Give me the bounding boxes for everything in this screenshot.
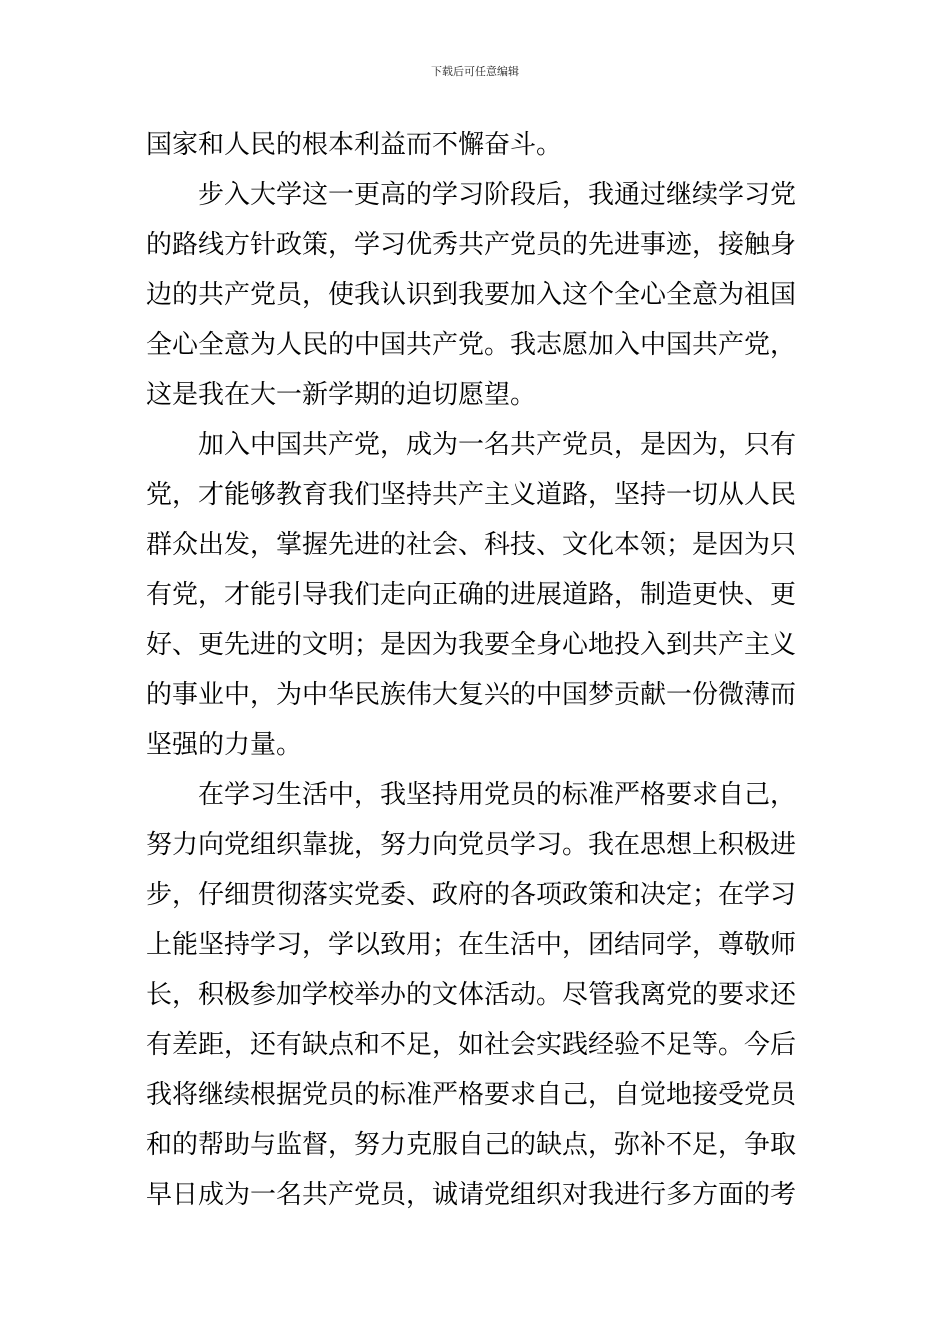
text-line: 群众出发，掌握先进的社会、科技、文化本领；是因为只 xyxy=(146,530,797,560)
text-line: 好、更先进的文明；是因为我要全身心地投入到共产主义 xyxy=(146,630,797,660)
text-line: 党，才能够教育我们坚持共产主义道路，坚持一切从人民 xyxy=(146,480,797,510)
text-line: 这是我在大一新学期的迫切愿望。 xyxy=(146,380,537,410)
text-line: 的路线方针政策，学习优秀共产党员的先进事迹，接触身 xyxy=(146,230,797,260)
text-line: 全心全意为人民的中国共产党。我志愿加入中国共产党， xyxy=(146,330,797,360)
text-line: 努力向党组织靠拢，努力向党员学习。我在思想上积极进 xyxy=(146,830,797,860)
paragraph-first-line: 在学习生活中，我坚持用党员的标准严格要求自己， xyxy=(198,780,797,810)
paragraph-first-line: 步入大学这一更高的学习阶段后，我通过继续学习党 xyxy=(198,180,797,210)
text-line: 有差距，还有缺点和不足，如社会实践经验不足等。今后 xyxy=(146,1030,797,1060)
text-line: 有党，才能引导我们走向正确的进展道路，制造更快、更 xyxy=(146,580,797,610)
text-line: 国家和人民的根本利益而不懈奋斗。 xyxy=(146,130,563,160)
paragraph-first-line: 加入中国共产党，成为一名共产党员，是因为，只有 xyxy=(198,430,797,460)
text-line: 上能坚持学习，学以致用；在生活中，团结同学，尊敬师 xyxy=(146,930,797,960)
text-line: 坚强的力量。 xyxy=(146,730,303,760)
text-line: 和的帮助与监督，努力克服自己的缺点，弥补不足，争取 xyxy=(146,1130,797,1160)
text-line: 我将继续根据党员的标准严格要求自己，自觉地接受党员 xyxy=(146,1080,797,1110)
text-line: 早日成为一名共产党员，诚请党组织对我进行多方面的考 xyxy=(146,1180,797,1210)
page-header: 下载后可任意编辑 xyxy=(431,65,519,78)
text-line: 长，积极参加学校举办的文体活动。尽管我离党的要求还 xyxy=(146,980,797,1010)
text-line: 的事业中，为中华民族伟大复兴的中国梦贡献一份微薄而 xyxy=(146,680,797,710)
text-line: 步，仔细贯彻落实党委、政府的各项政策和决定；在学习 xyxy=(146,880,797,910)
text-line: 边的共产党员，使我认识到我要加入这个全心全意为祖国 xyxy=(146,280,797,310)
